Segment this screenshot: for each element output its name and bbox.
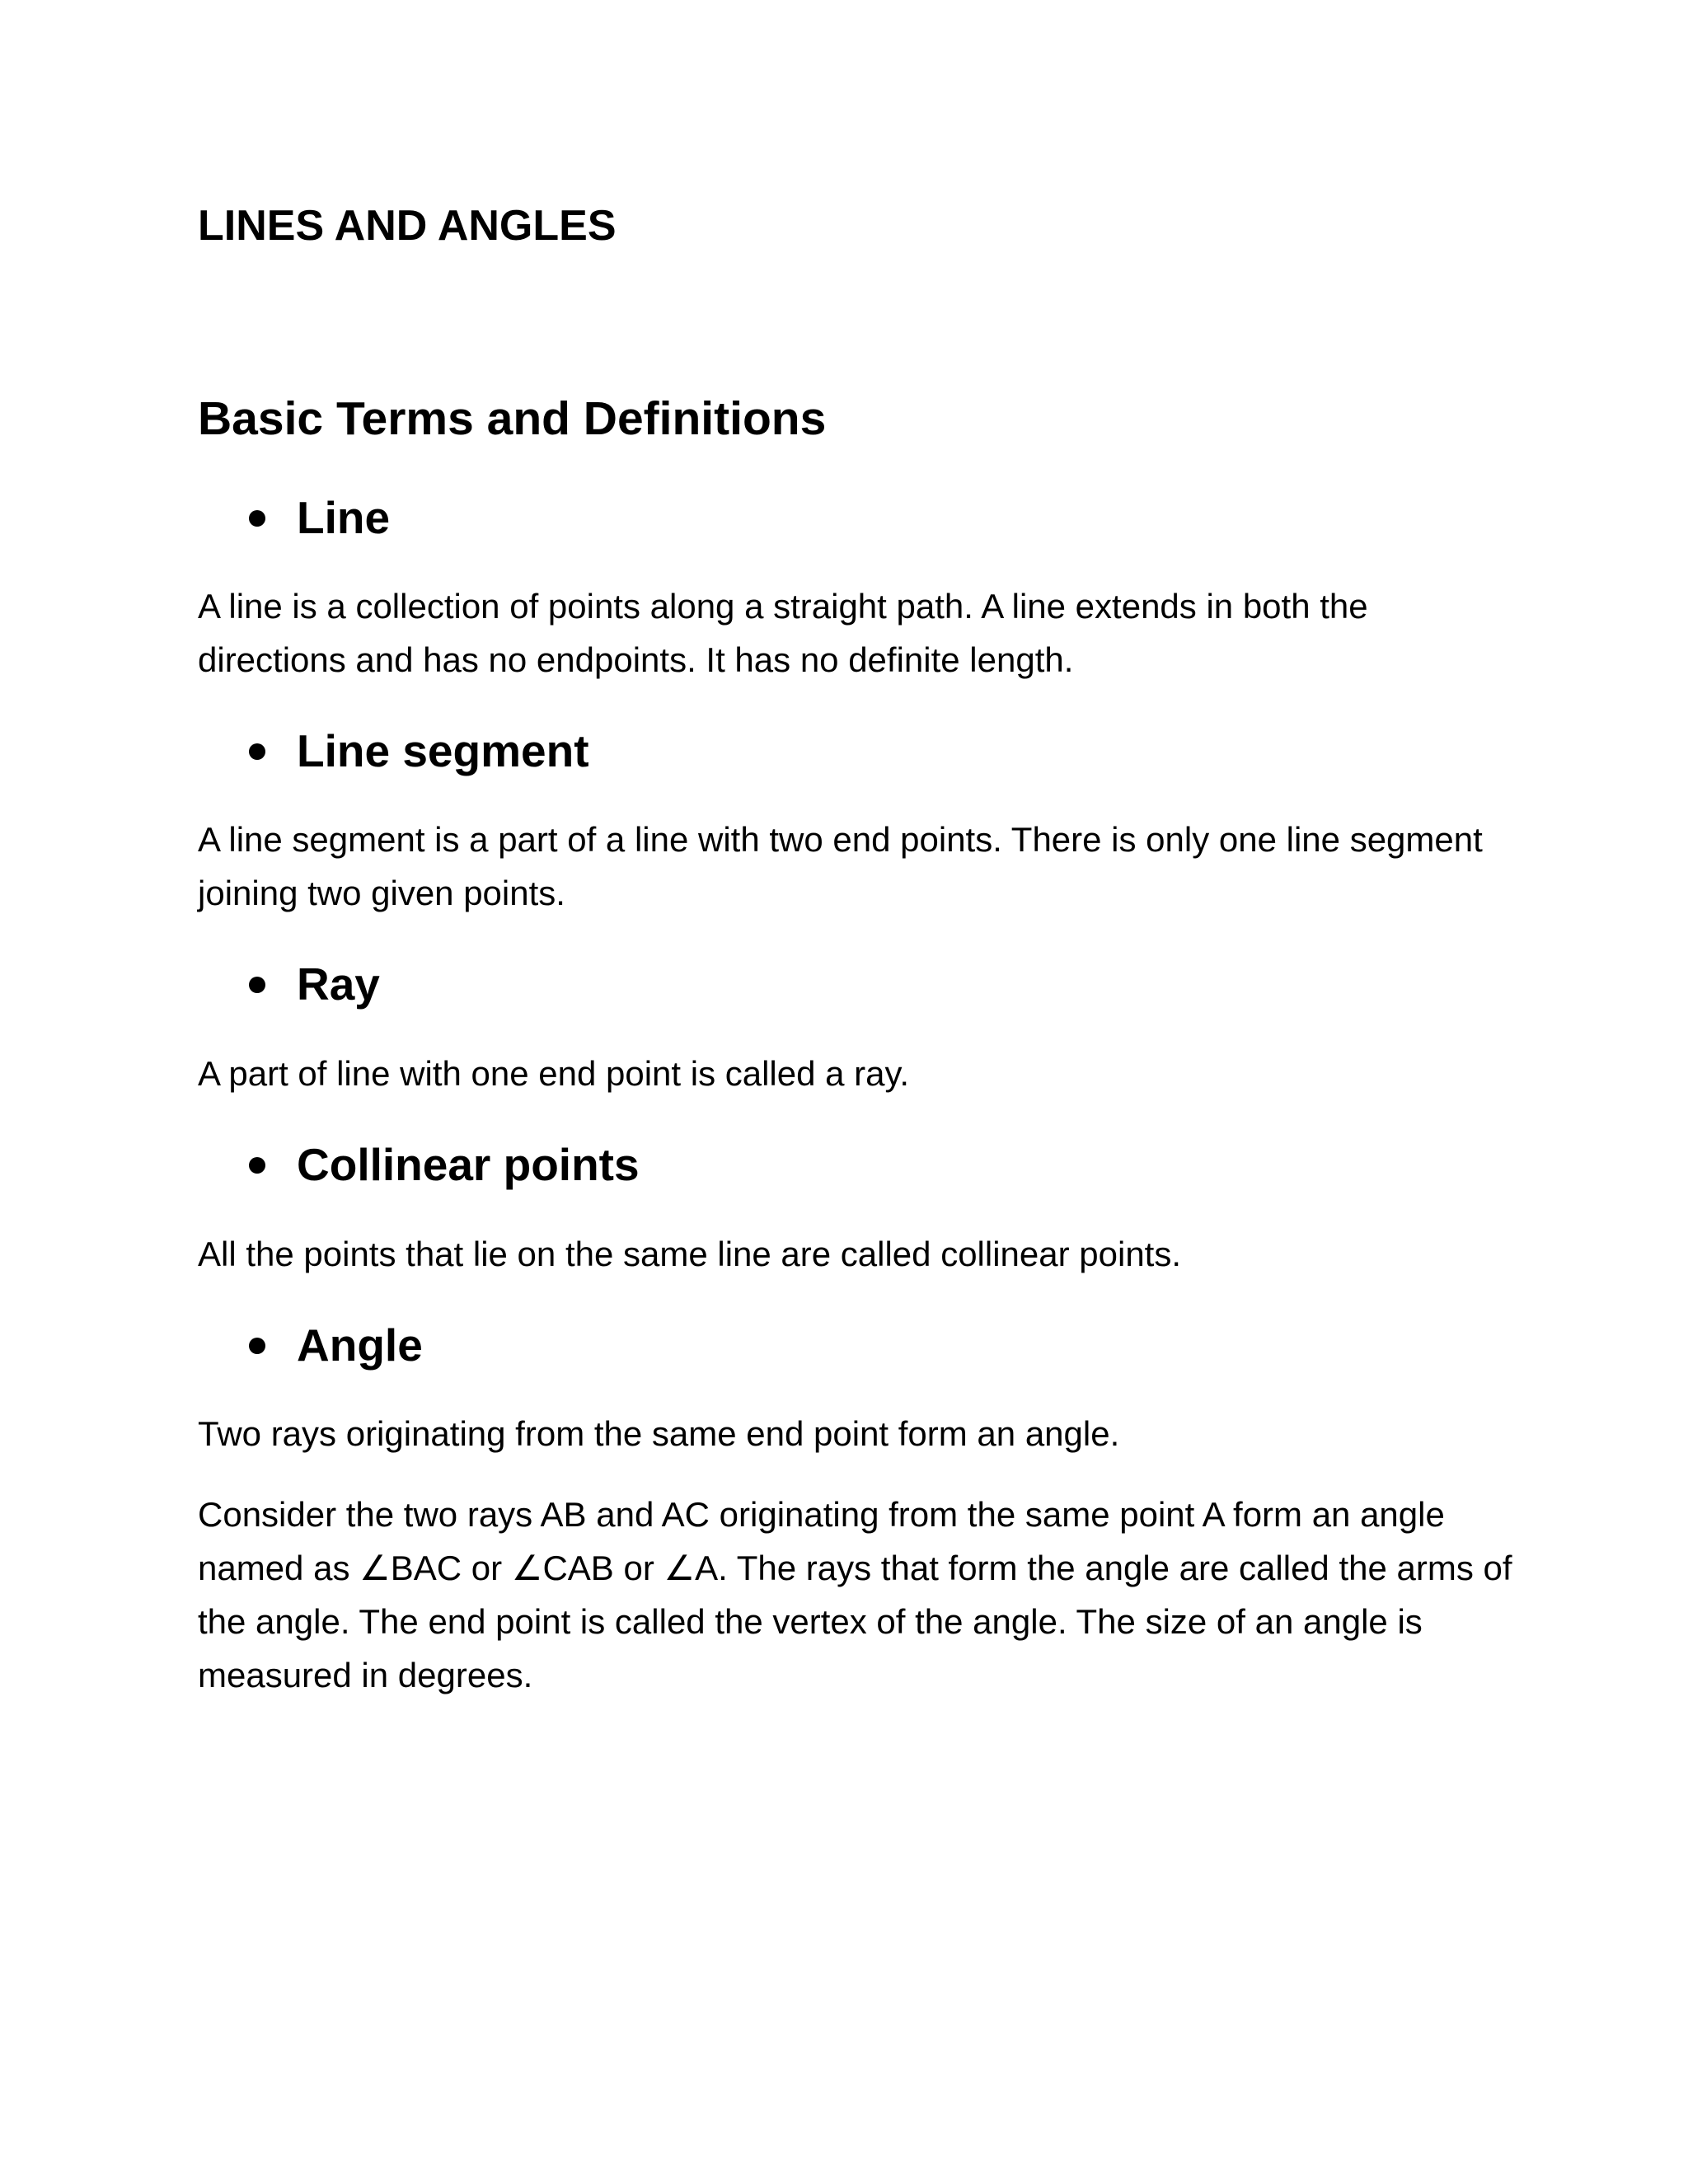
bullet-icon: [249, 510, 265, 527]
term-explanation: Consider the two rays AB and AC originating from the same point A form an angle named as ∠BAC or ∠CAB or ∠A. The rays that form the angle are called the arms of the angle. The end point is called the vertex of the angle. The size of an angle is measured in degrees.: [198, 1495, 1512, 1694]
term-heading: [198, 722, 1525, 780]
term-heading: [198, 955, 1525, 1013]
section-heading: Basic Terms and Definitions: [198, 392, 827, 445]
term-definition: A line is a collection of points along a straight path. A line extends in both the directions and has no endpoints. It has no definite length.: [198, 587, 1368, 679]
term-angle: [198, 1316, 1525, 1374]
term-definition: Two rays originating from the same end point form an angle.: [198, 1414, 1120, 1453]
term-collinear-points: [198, 1136, 1525, 1193]
bullet-icon: [249, 1157, 265, 1174]
document-title: LINES AND ANGLES: [198, 202, 617, 250]
term-ray: [198, 955, 1525, 1013]
term-definition: A line segment is a part of a line with two end points. There is only one line segment joining two given points.: [198, 820, 1483, 912]
bullet-icon: [249, 1338, 265, 1354]
term-heading: [198, 489, 1525, 546]
term-label: Collinear points: [297, 1139, 640, 1190]
bullet-icon: [249, 977, 265, 993]
term-label: Angle: [297, 1319, 423, 1371]
term-definition: A part of line with one end point is called a ray.: [198, 1054, 910, 1093]
term-definition: All the points that lie on the same line are called collinear points.: [198, 1235, 1182, 1273]
term-line: [198, 489, 1525, 546]
term-label: Line: [297, 492, 391, 543]
term-label: Line segment: [297, 725, 589, 776]
term-label: Ray: [297, 958, 380, 1010]
term-line-segment: [198, 722, 1525, 780]
term-heading: [198, 1316, 1525, 1374]
term-heading: [198, 1136, 1525, 1193]
bullet-icon: [249, 743, 265, 760]
